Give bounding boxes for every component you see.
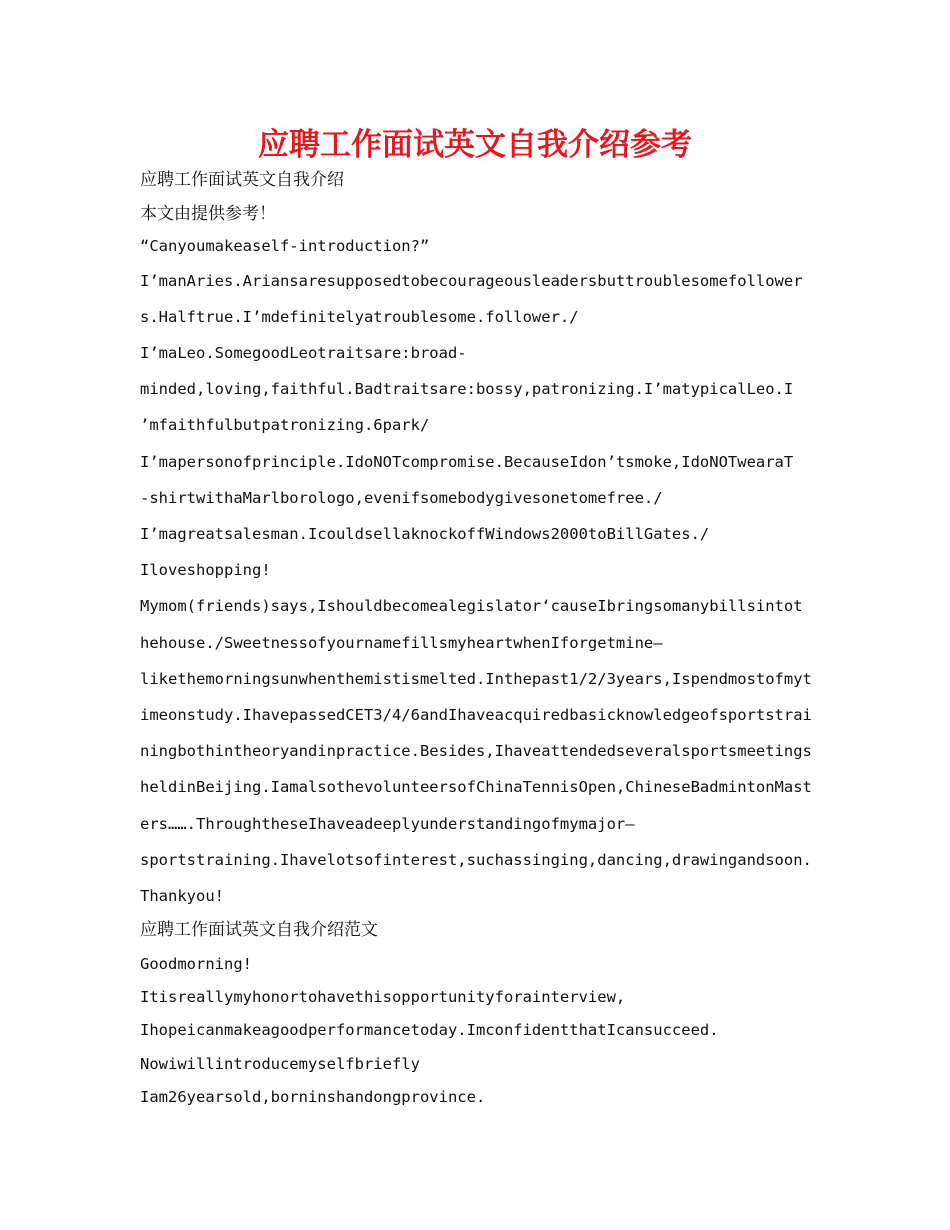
paragraph-line: sportstraining.Ihavelotsofinterest,suchassinging,dancing,drawingandsoon. bbox=[140, 851, 812, 869]
paragraph-line: hehouse./SweetnessofyournamefillsmyheartwhenIforgetmine— bbox=[140, 634, 663, 652]
paragraph-line: Goodmorning! bbox=[140, 955, 252, 973]
paragraph-line: heldinBeijing.IamalsothevolunteersofChinaTennisOpen,ChineseBadmintonMast bbox=[140, 778, 812, 796]
paragraph-line: “Canyoumakeaself-introduction?” bbox=[140, 237, 430, 255]
paragraph-line: I’maLeo.SomegoodLeotraitsare:broad- bbox=[140, 344, 467, 362]
section-heading: 应聘工作面试英文自我介绍 bbox=[140, 170, 344, 190]
paragraph-line: I’manAries.Ariansaresupposedtobecourageousleadersbuttroublesomefollower bbox=[140, 272, 803, 290]
paragraph-line: minded,loving,faithful.Badtraitsare:bossy,patronizing.I’matypicalLeo.I bbox=[140, 380, 794, 398]
paragraph-line: Iam26yearsold,borninshandongprovince. bbox=[140, 1088, 486, 1106]
paragraph-line: Mymom(friends)says,Ishouldbecomealegislator‘causeIbringsomanybillsintot bbox=[140, 597, 803, 615]
paragraph-line: I’magreatsalesman.IcouldsellaknockoffWindows2000toBillGates./ bbox=[140, 525, 710, 543]
paragraph-line: 本文由提供参考！ bbox=[140, 204, 276, 224]
paragraph-line: I’mapersonofprinciple.IdoNOTcompromise.BecauseIdon’tsmoke,IdoNOTwearaT bbox=[140, 453, 794, 471]
paragraph-line: likethemorningsunwhenthemistismelted.Inthepast1/2/3years,Ispendmostofmyt bbox=[140, 670, 812, 688]
paragraph-line: Thankyou! bbox=[140, 887, 224, 905]
paragraph-line: ningbothintheoryandinpractice.Besides,Ihaveattendedseveralsportsmeetings bbox=[140, 742, 812, 760]
paragraph-line: ers…….ThroughtheseIhaveadeeplyunderstandingofmymajor— bbox=[140, 815, 635, 833]
paragraph-line: imeonstudy.IhavepassedCET3/4/6andIhaveacquiredbasicknowledgeofsportstrai bbox=[140, 706, 812, 724]
section-heading: 应聘工作面试英文自我介绍范文 bbox=[140, 920, 378, 940]
paragraph-line: -shirtwithaMarlborologo,evenifsomebodygivesonetomefree./ bbox=[140, 489, 663, 507]
paragraph-line: s.Halftrue.I’mdefinitelyatroublesome.follower./ bbox=[140, 308, 579, 326]
document-title: 应聘工作面试英文自我介绍参考 bbox=[258, 127, 692, 163]
paragraph-line: ’mfaithfulbutpatronizing.6park/ bbox=[140, 416, 430, 434]
paragraph-line: Ihopeicanmakeagoodperformancetoday.ImconfidentthatIcansucceed. bbox=[140, 1021, 719, 1039]
paragraph-line: Iloveshopping! bbox=[140, 561, 271, 579]
paragraph-line: Itisreallymyhonortohavethisopportunityforainterview, bbox=[140, 988, 626, 1006]
paragraph-line: Nowiwillintroducemyselfbriefly bbox=[140, 1055, 420, 1073]
